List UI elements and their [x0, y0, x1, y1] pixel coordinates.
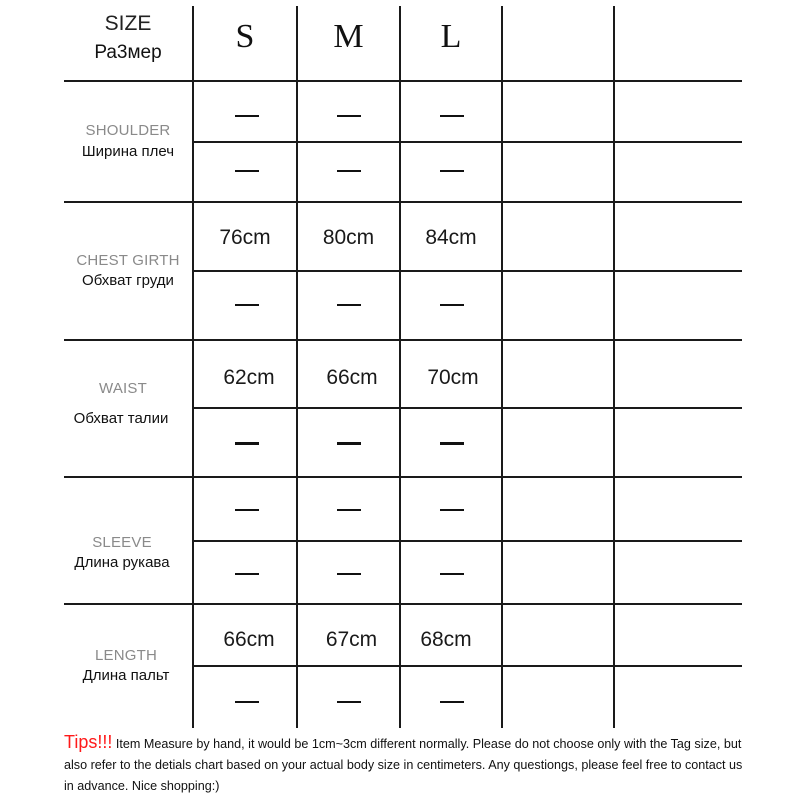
- shoulder-s-second: [235, 170, 259, 172]
- length-l-value: 68cm: [420, 628, 472, 651]
- waist-s-value: 62cm: [223, 366, 275, 389]
- sleeve-m-second: [337, 573, 361, 575]
- grid-line-col-5: [613, 6, 615, 728]
- size-header-ru: Ра3мер: [94, 42, 162, 63]
- chest-s-value: 76cm: [219, 226, 271, 249]
- waist-m-value: 66cm: [326, 366, 378, 389]
- sleeve-s-value: [235, 509, 259, 511]
- row-label-chest-en: CHEST GIRTH: [76, 252, 180, 269]
- shoulder-m-second: [337, 170, 361, 172]
- waist-s-second: [235, 442, 259, 445]
- row-label-shoulder-ru: Ширина плеч: [81, 143, 175, 160]
- tips-note: [64, 732, 754, 797]
- size-column-l: L: [440, 18, 462, 55]
- grid-line-sleeve-mid: [194, 540, 742, 542]
- grid-line-waist-mid: [194, 407, 742, 409]
- sleeve-l-value: [440, 509, 464, 511]
- length-l-second: [440, 701, 464, 703]
- shoulder-m-value: [337, 115, 361, 117]
- tips-text: Item Measure by hand, it would be 1cm~3cm different normally. Please do not choose only with the Tag size, but also refer to the detials chart based on your actual body size in centimeters. Any questiongs, please feel free to contact us in advance. Nice shopping:): [64, 737, 743, 793]
- grid-line-waist-bottom: [64, 476, 742, 478]
- row-label-sleeve-en: SLEEVE: [92, 534, 152, 551]
- sleeve-l-second: [440, 573, 464, 575]
- chest-l-value: 84cm: [425, 226, 477, 249]
- chest-m-value: 80cm: [322, 226, 375, 249]
- row-label-shoulder-en: SHOULDER: [85, 122, 171, 139]
- grid-line-header-bottom: [64, 80, 742, 82]
- row-label-chest-ru: Обхват груди: [82, 272, 174, 289]
- grid-line-chest-bottom: [64, 339, 742, 341]
- size-column-m: M: [333, 18, 364, 55]
- grid-line-shoulder-bottom: [64, 201, 742, 203]
- shoulder-l-value: [440, 115, 464, 117]
- grid-line-sleeve-bottom: [64, 603, 742, 605]
- row-label-waist-ru: Обхват талии: [73, 410, 169, 427]
- chest-s-second: [235, 304, 259, 306]
- shoulder-l-second: [440, 170, 464, 172]
- waist-m-second: [337, 442, 361, 445]
- row-label-length-ru: Длина пальт: [82, 667, 170, 684]
- tips-title: Tips!!!: [64, 732, 113, 752]
- length-m-value: 67cm: [325, 628, 378, 651]
- waist-l-second: [440, 442, 464, 445]
- grid-line-shoulder-mid: [194, 141, 742, 143]
- shoulder-s-value: [235, 115, 259, 117]
- waist-l-value: 70cm: [427, 366, 479, 389]
- sleeve-s-second: [235, 573, 259, 575]
- row-label-length-en: LENGTH: [94, 647, 158, 664]
- length-s-second: [235, 701, 259, 703]
- row-label-waist-en: WAIST: [99, 380, 147, 397]
- size-column-s: S: [235, 18, 255, 55]
- chest-l-second: [440, 304, 464, 306]
- row-label-sleeve-ru: Длина рукава: [74, 554, 170, 571]
- length-m-second: [337, 701, 361, 703]
- chest-m-second: [337, 304, 361, 306]
- length-s-value: 66cm: [223, 628, 275, 651]
- grid-line-chest-mid: [194, 270, 742, 272]
- sleeve-m-value: [337, 509, 361, 511]
- size-header-en: SIZE: [104, 12, 152, 35]
- grid-line-length-mid: [194, 665, 742, 667]
